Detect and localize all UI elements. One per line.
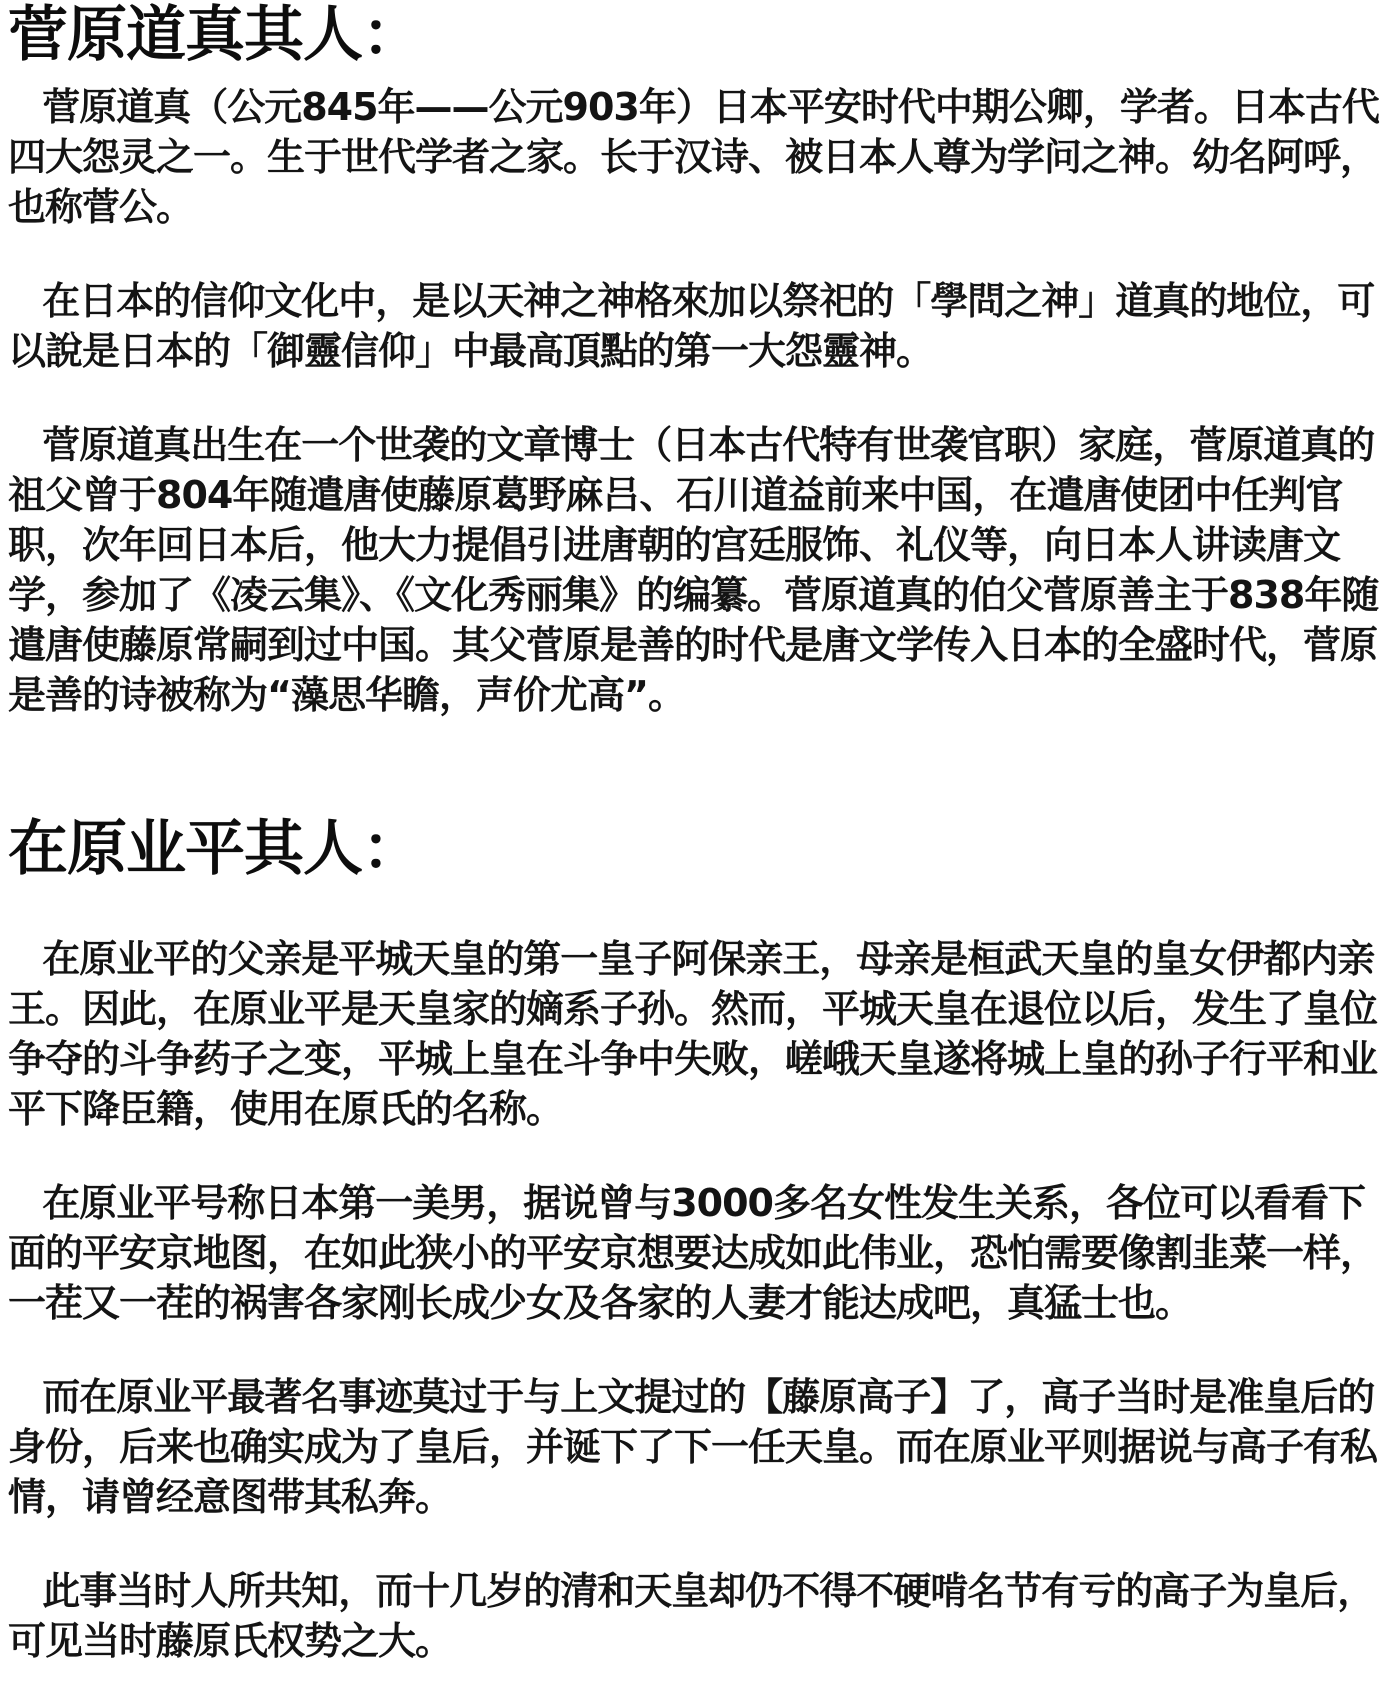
paragraph-ariwara-fujiwara-power: 此事当时人所共知，而十几岁的清和天皇却仍不得不硬啃名节有亏的高子为皇后，可见当时藤原氏权势之大。 — [8, 1569, 1375, 1663]
section-heading-sugawara: 菅原道真其人： — [8, 0, 421, 70]
paragraph-sugawara-family: 菅原道真出生在一个世袭的文章博士（日本古代特有世袭官职）家庭，菅原道真的祖父曾于804年随遣唐使藤原葛野麻吕、石川道益前来中国，在遣唐使团中任判官职，次年回日本后，他大力提倡引进唐朝的宫廷服饰、礼仪等，向日本人讲读唐文学，参加了《凌云集》、《文化秀丽集》的编纂。菅原道真的伯父菅原善主于838年随遣唐使藤原常嗣到过中国。其父菅原是善的时代是唐文学传入日本的全盛时代，菅原是善的诗被称为“藻思华瞻，声价尤高”。 — [8, 423, 1379, 717]
section-ariwara-narihira — [8, 816, 1390, 1666]
section-sugawara-michizane — [8, 2, 1390, 720]
paragraph-ariwara-takaiko: 而在原业平最著名事迹莫过于与上文提过的【藤原高子】了，高子当时是准皇后的身份，后来也确实成为了皇后，并诞下了下一任天皇。而在原业平则据说与高子有私情，请曾经意图带其私奔。 — [8, 1375, 1378, 1519]
paragraph-ariwara-lineage: 在原业平的父亲是平城天皇的第一皇子阿保亲王，母亲是桓武天皇的皇女伊都内亲王。因此，在原业平是天皇家的嫡系子孙。然而，平城天皇在退位以后，发生了皇位争夺的斗争药子之变，平城上皇在斗争中失败，嵯峨天皇遂将城上皇的孙子行平和业平下降臣籍，使用在原氏的名称。 — [8, 937, 1378, 1131]
paragraph-sugawara-intro: 菅原道真（公元845年——公元903年）日本平安时代中期公卿，学者。日本古代四大怨灵之一。生于世代学者之家。长于汉诗、被日本人尊为学问之神。幼名阿呼，也称菅公。 — [8, 85, 1379, 229]
paragraph-ariwara-beauty: 在原业平号称日本第一美男，据说曾与3000多名女性发生关系，各位可以看看下面的平安京地图，在如此狭小的平安京想要达成如此伟业，恐怕需要像割韭菜一样，一茬又一茬的祸害各家刚长成少女及各家的人妻才能达成吧，真猛士也。 — [8, 1181, 1378, 1325]
section-heading-ariwara: 在原业平其人： — [8, 814, 421, 884]
paragraph-sugawara-belief: 在日本的信仰文化中，是以天神之神格來加以祭祀的「學問之神」道真的地位，可以說是日本的「御靈信仰」中最高頂點的第一大怨靈神。 — [8, 279, 1375, 373]
